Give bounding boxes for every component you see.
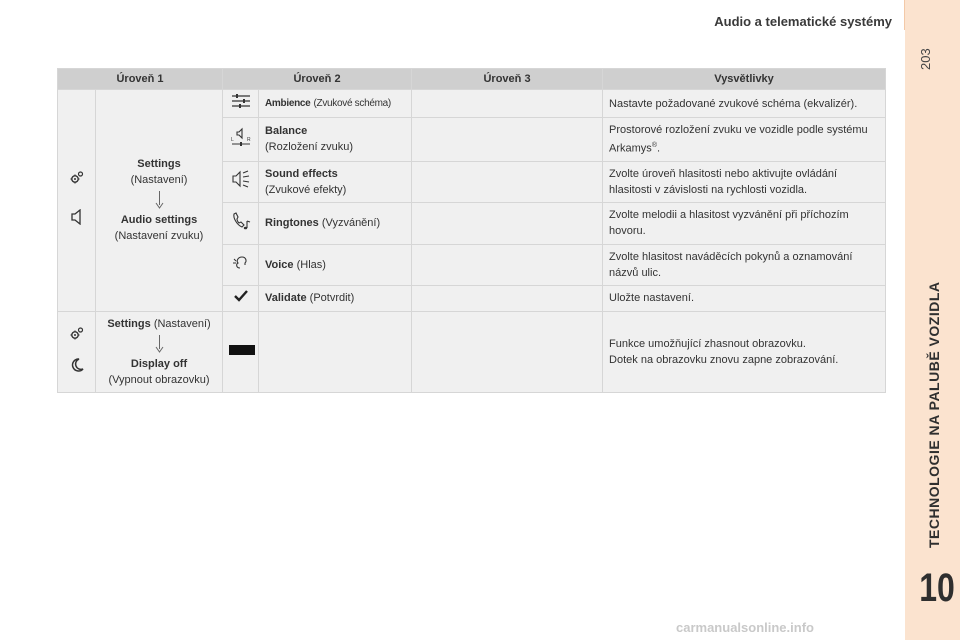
- chapter-number: 10: [919, 566, 955, 610]
- level2-icon-cell: [223, 202, 259, 244]
- description-cell: [603, 311, 886, 392]
- level2-label-cell: [259, 202, 412, 244]
- header-level1: Úroveň 1: [58, 69, 223, 90]
- level3-cell: [412, 90, 603, 118]
- header-level3: Úroveň 3: [412, 69, 603, 90]
- ringtone-icon: [231, 222, 251, 234]
- svg-text:L: L: [230, 136, 234, 143]
- level1-title: Settings: [137, 158, 181, 171]
- ringtones-label: Ringtones: [265, 217, 319, 230]
- checkmark-icon: [234, 293, 248, 305]
- level3-cell: [412, 202, 603, 244]
- level1-icons-cell: [58, 311, 96, 392]
- speaker-icon: [64, 209, 89, 230]
- voice-icon: [232, 262, 250, 274]
- balance-label-cz: (Rozložení zvuku): [265, 141, 354, 154]
- level3-cell: [412, 161, 603, 202]
- ambience-label-cz: (Zvukové schéma): [313, 98, 391, 109]
- level2-icon-cell: [223, 285, 259, 311]
- description-cell: Zvolte hlasitost naváděcích pokynů a oznamování názvů ulic.: [603, 244, 886, 285]
- level2-icon-cell: [223, 244, 259, 285]
- level2-icon-cell: [223, 118, 259, 162]
- description-cell: [603, 118, 886, 162]
- header-divider: [904, 0, 905, 30]
- level1-icons-cell: [58, 90, 96, 312]
- description-cell: Nastavte požadované zvukové schéma (ekvalizér).: [603, 90, 886, 118]
- ambience-label: Ambience: [265, 98, 311, 109]
- equalizer-icon: [231, 99, 251, 111]
- page-number: 203: [918, 48, 933, 70]
- level3-cell: [412, 118, 603, 162]
- description-cell: Zvolte úroveň hlasitosti nebo aktivujte ovládání hlasitosti v závislosti na rychlosti vozidla.: [603, 161, 886, 202]
- ringtones-label-cz: (Vyzvánění): [321, 217, 381, 230]
- level1-subtitle: Display off: [130, 357, 188, 370]
- table-row: [58, 90, 886, 118]
- watermark: carmanualsonline.info: [676, 620, 814, 635]
- sound-effects-label: Sound effects: [265, 167, 338, 180]
- header-explanations: Vysvětlivky: [603, 69, 886, 90]
- registered-mark: ®: [651, 142, 657, 149]
- display-off-desc-line1: Funkce umožňující zhasnout obrazovku.: [609, 337, 806, 350]
- balance-desc-end: .: [656, 142, 661, 155]
- level2-icon-cell: [223, 90, 259, 118]
- level2-label-cell: [259, 161, 412, 202]
- level3-cell: [412, 311, 603, 392]
- level1-subtitle-cz: (Nastavení zvuku): [114, 230, 204, 243]
- chapter-title: TECHNOLOGIE NA PALUBĚ VOZIDLA: [926, 281, 942, 548]
- balance-desc: Prostorové rozložení zvuku ve vozidle podle systému Arkamys: [609, 124, 868, 155]
- level2-icon-cell: [223, 311, 259, 392]
- level1-subtitle-cz: (Vypnout obrazovku): [108, 373, 210, 386]
- settings-table: [57, 68, 886, 393]
- level1-text-cell: [96, 90, 223, 312]
- level2-label-cell: [259, 244, 412, 285]
- level2-label-cell: [259, 285, 412, 311]
- level1-title-cz: (Nastavení): [130, 174, 188, 187]
- arrow-down-icon: [155, 335, 164, 353]
- display-off-desc-line2: Dotek na obrazovku znovu zapne zobrazování.: [609, 353, 839, 366]
- settings-gear-icon: [64, 326, 89, 347]
- description-cell: Zvolte melodii a hlasitost vyzvánění při příchozím hovoru.: [603, 202, 886, 244]
- level3-cell: [412, 244, 603, 285]
- validate-label: Validate: [265, 292, 307, 305]
- balance-speaker-icon: [230, 138, 252, 150]
- level3-cell: [412, 285, 603, 311]
- sound-effects-icon: [231, 179, 251, 191]
- level2-icon-cell: [223, 161, 259, 202]
- page-header-title: Audio a telematické systémy: [714, 14, 892, 29]
- validate-label-cz: (Potvrdit): [309, 292, 355, 305]
- level1-title-cz: (Nastavení): [153, 317, 211, 330]
- table-row: [58, 311, 886, 392]
- level2-label-cell: [259, 118, 412, 162]
- level2-label-cell: [259, 311, 412, 392]
- voice-label: Voice: [265, 258, 294, 271]
- level1-title: Settings: [107, 317, 151, 330]
- arrow-down-icon: [155, 191, 164, 209]
- description-cell: Uložte nastavení.: [603, 285, 886, 311]
- balance-label: Balance: [265, 125, 308, 138]
- settings-gear-icon: [64, 170, 89, 191]
- voice-label-cz: (Hlas): [296, 258, 326, 271]
- level2-label-cell: [259, 90, 412, 118]
- display-off-icon: [229, 345, 255, 355]
- level1-text-cell: [96, 311, 223, 392]
- table-header-row: [58, 69, 886, 90]
- header-level2: Úroveň 2: [223, 69, 412, 90]
- sound-effects-label-cz: (Zvukové efekty): [265, 183, 347, 196]
- moon-icon: [64, 357, 89, 378]
- svg-text:R: R: [246, 136, 251, 143]
- level1-subtitle: Audio settings: [120, 214, 198, 227]
